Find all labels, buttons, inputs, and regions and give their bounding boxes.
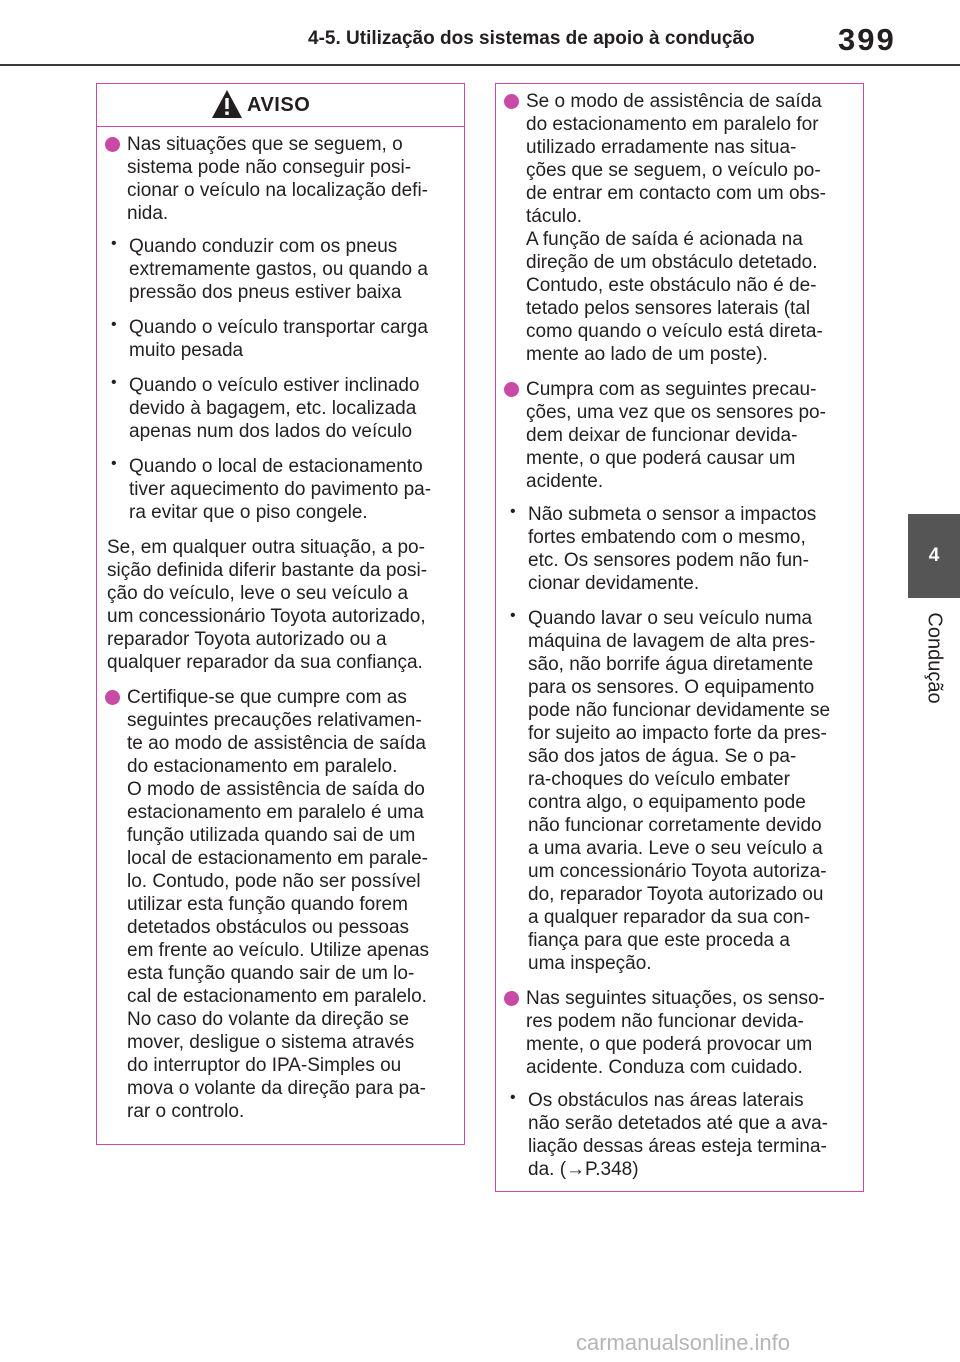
bullet-mark: • — [111, 235, 117, 252]
warning-box-continued — [495, 83, 864, 1192]
list-item — [506, 503, 851, 595]
list-item — [107, 455, 452, 524]
warning-title: AVISO — [247, 94, 311, 116]
list-item — [107, 374, 452, 443]
bullet-mark: • — [510, 1089, 516, 1106]
warning-content — [97, 127, 464, 1123]
chapter-number: 4 — [928, 545, 940, 566]
bullet-mark: • — [111, 455, 117, 472]
chapter-tab — [908, 514, 960, 598]
header-rule — [0, 64, 960, 66]
warning-content — [496, 84, 863, 1181]
list-item — [504, 90, 851, 366]
list-item — [506, 1089, 851, 1181]
bullet-dot-icon — [504, 991, 519, 1006]
bullet-mark: • — [111, 316, 117, 333]
bullet-mark: • — [111, 374, 117, 391]
chapter-label: Condução — [923, 612, 946, 704]
item-text: Quando o veículo estiver inclinado devido à bagagem, etc. localizada apenas num dos lados do veículo — [129, 375, 420, 442]
list-item — [506, 607, 851, 975]
item-text: Não submeta o sensor a impactos fortes embatendo com o mesmo, etc. Os sensores podem não fun- cionar devidamente. — [528, 504, 817, 594]
item-text: Quando lavar o seu veículo numa máquina de lavagem de alta pres- são, não borrife água diretamente para os sensores. O equipamento pode não funcionar devidamente se for sujeito ao impacto forte da pres- são dos jatos de água. Se o pa- ra-choques do veículo embater contra algo, o equipamento pode não funcionar corretamente devido a uma avaria. Leve o seu veículo a um concessionário Toyota autoriza- do, reparador Toyota autorizado ou a qualquer reparador da sua con- fiança para que este proceda a uma inspeção. — [528, 608, 831, 974]
list-item — [504, 987, 851, 1079]
warning-triangle-icon — [211, 89, 243, 119]
list-item — [107, 316, 452, 362]
warning-header — [97, 84, 464, 127]
bullet-mark: • — [510, 503, 516, 520]
section-title: 4-5. Utilização dos sistemas de apoio à condução — [308, 28, 755, 49]
bullet-dot-icon — [105, 137, 120, 152]
bullet-dot-icon — [105, 690, 120, 705]
page-number: 399 — [838, 22, 896, 57]
item-text: Quando o local de estacionamento tiver aquecimento do pavimento pa- ra evitar que o piso congele. — [129, 456, 432, 523]
list-item — [504, 378, 851, 493]
list-item — [107, 235, 452, 304]
warning-box — [96, 83, 465, 1145]
bullet-mark: • — [510, 607, 516, 624]
list-item — [105, 133, 452, 225]
bullet-dot-icon — [504, 94, 519, 109]
paragraph-text: Se o modo de assistência de saída do estacionamento em paralelo for utilizado erradamente nas situa- ções que se seguem, o veículo po- de entrar em contacto com um obs- táculo. A função de saída é acionada na direção de um obstáculo detetado. Contudo, este obstáculo não é de- tetado pelos sensores laterais (tal como quando o veículo está direta- mente ao lado de um poste). — [526, 91, 826, 365]
paragraph-text: Cumpra com as seguintes precau- ções, uma vez que os sensores po- dem deixar de funcionar devida- mente, o que poderá causar um acidente. — [526, 379, 826, 492]
item-text: Quando o veículo transportar carga muito pesada — [129, 317, 428, 361]
item-text: Quando conduzir com os pneus extremamente gastos, ou quando a pressão dos pneus estiver baixa — [129, 236, 428, 303]
paragraph-text: Nas seguintes situações, os senso- res podem não funcionar devida- mente, o que poderá provocar um acidente. Conduza com cuidado. — [526, 988, 825, 1078]
paragraph-text: Se, em qualquer outra situação, a po- sição definida diferir bastante da posi- ção do veículo, leve o seu veículo a um concessionário Toyota autorizado, reparador Toyota autorizado ou a qualquer reparador da sua confiança. — [107, 537, 428, 673]
paragraph-text: Nas situações que se seguem, o sistema pode não conseguir posi- cionar o veículo na localização defi- nida. — [127, 134, 429, 224]
item-text: Os obstáculos nas áreas laterais não serão detetados até que a ava- liação dessas áreas esteja termina- da. (→P.348) — [528, 1090, 829, 1180]
bullet-dot-icon — [504, 382, 519, 397]
paragraph-text: Certifique-se que cumpre com as seguintes precauções relativamen- te ao modo de assistência de saída do estacionamento em paralelo. O modo de assistência de saída do estacionamento em paralelo é uma função utilizada quando sai de um local de estacionamento em parale- lo. Contudo, pode não ser possível utilizar esta função quando forem detetados obstáculos ou pessoas em frente ao veículo. Utilize apenas esta função quando sair de um lo- cal de estacionamento em paralelo. No caso do volante da direção se mover, desligue o sistema através do interruptor do IPA-Simples ou mova o volante da direção para pa- rar o controlo. — [127, 687, 430, 1122]
watermark: carmanualsonline.info — [576, 1330, 791, 1355]
list-item — [105, 686, 452, 1123]
